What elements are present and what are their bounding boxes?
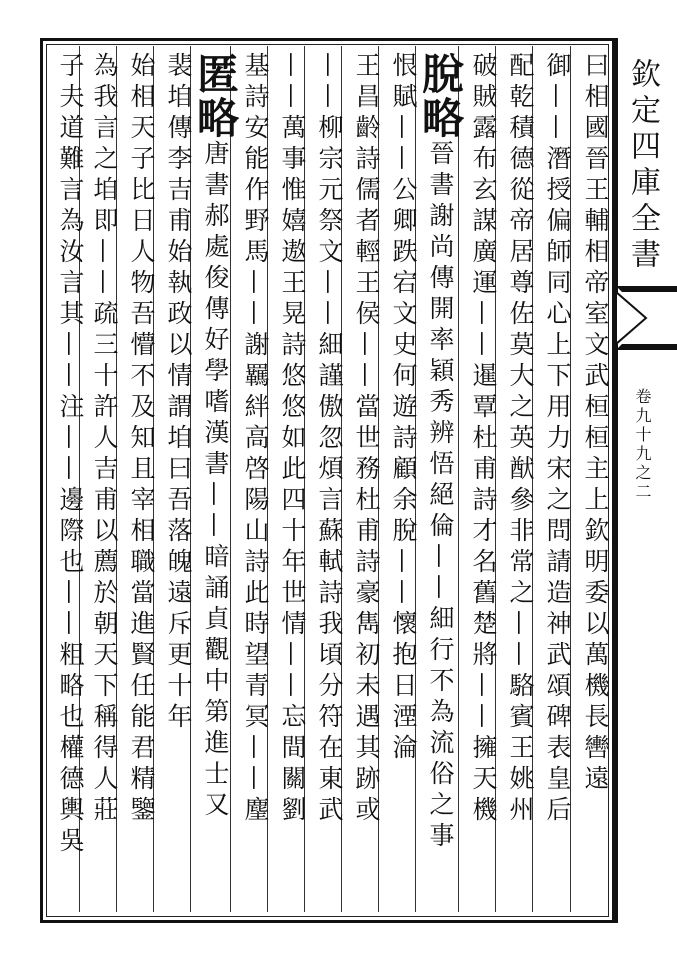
entry-heading: 匿略 (191, 52, 240, 140)
text-column-3: 配乾積德從帝居尊佐莫大之英猷參非常之——駱賓王姚州 (506, 52, 535, 827)
text-column-6: 恨賦——公卿跌宕文史何遊詩顧余脫——懷抱日湮淪 (389, 52, 418, 765)
text-column-5: 脫略晉書謝尚傳開率穎秀辨悟絕倫——細行不為流俗之事 (416, 52, 465, 853)
margin-title: 欽定四庫全書 (625, 58, 660, 274)
fishtail-mark-icon (616, 286, 677, 350)
text-column-13: 始相天子比日人物吾懵不及知且宰相職當進賢任能君精鑒 (127, 52, 156, 827)
text-column-10: 基詩安能作野馬——謝羈絆高啓陽山詩此時望青冥——麈 (241, 52, 270, 827)
text-column-14: 為我言之垍即——疏三十許人吉甫以薦於朝天下稱得人莊 (90, 52, 119, 827)
text-column-1: 曰相國晉王輔相帝室文武桓桓主上欽明委以萬機長轡遠 (581, 52, 610, 796)
margin-volume: 卷九十九之二 (633, 388, 652, 502)
text-column-2: 御——潛授偏師同心上下用力宋之問請造神武頌碑表皇后 (543, 52, 572, 827)
text-column-4: 破賊露布玄謀廣運——暹覃杜甫詩才名舊楚將——擁天機 (469, 52, 498, 827)
entry-heading: 脫略 (416, 52, 465, 140)
text-column-8: ——柳宗元祭文——細謹傲忽煩言蘇軾詩我頃分符在東武 (315, 52, 344, 827)
text-column-11: 匿略唐書郝處俊傳好學嗜漢書——暗誦貞觀中第進士又 (191, 52, 240, 822)
margin-rule (615, 38, 618, 923)
text-column-12: 裴垍傳李吉甫始執政以情謂垍曰吾落魄遠斥更十年 (164, 52, 193, 734)
text-column-7: 王昌齡詩儒者輕王侯——當世務杜甫詩豪雋初未遇其跡或 (352, 52, 381, 827)
text-column-9: ——萬事惟嬉遨王晃詩悠悠如此四十年世情——忘間關劉 (278, 52, 307, 827)
text-column-15: 子夫道難言為汝言其——注——邊際也——粗略也權德輿吳 (56, 52, 85, 858)
